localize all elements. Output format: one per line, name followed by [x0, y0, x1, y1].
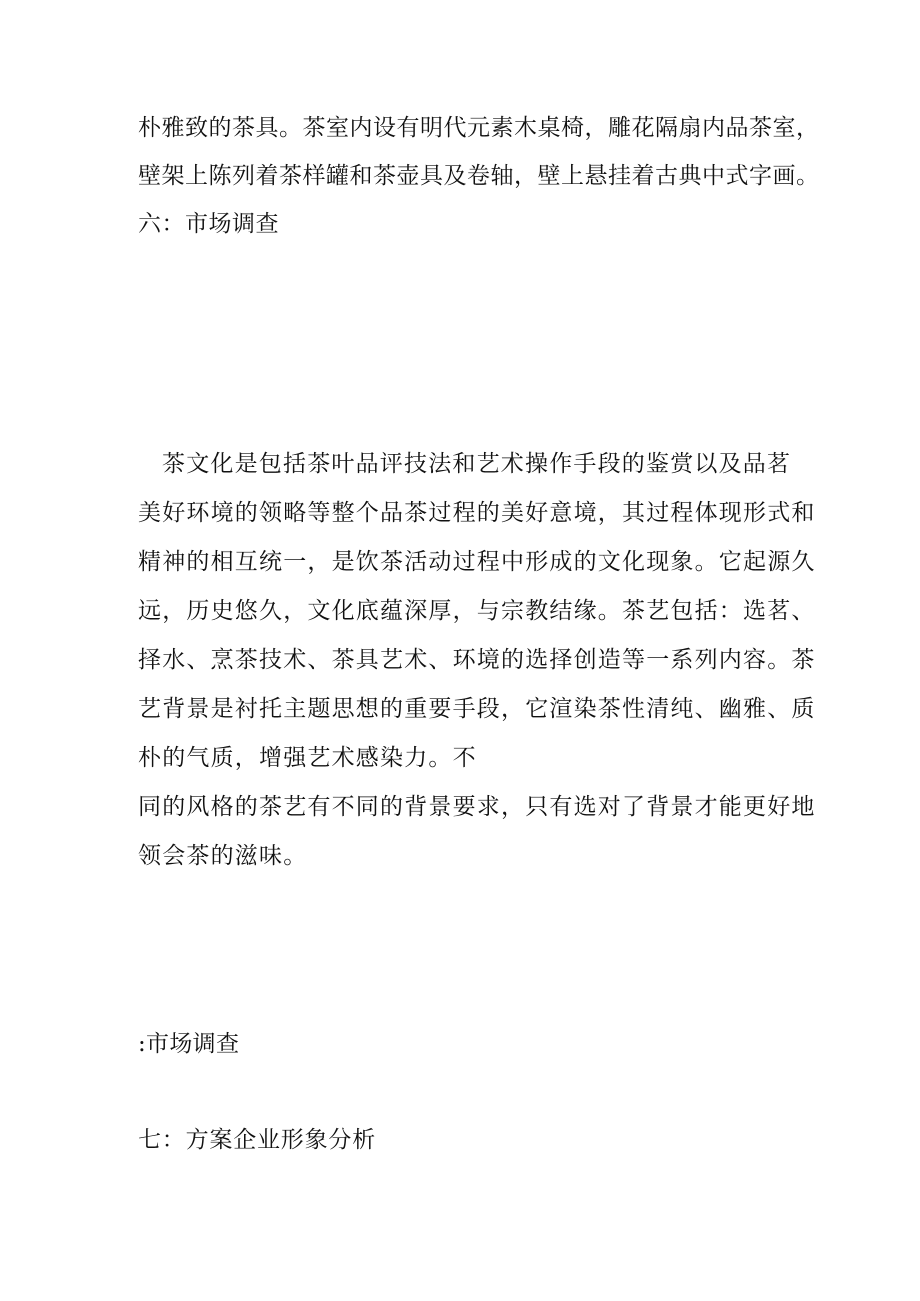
- paragraph-line: 艺背景是衬托主题思想的重要手段，它渲染茶性清纯、幽雅、质: [138, 696, 816, 722]
- sub-heading: :市场调查: [138, 1031, 240, 1057]
- body-text-line: 朴雅致的茶具。茶室内设有明代元素木桌椅，雕花隔扇内品茶室，: [138, 115, 820, 141]
- body-text-line: 壁架上陈列着茶样罐和茶壶具及卷轴，壁上悬挂着古典中式字画。: [138, 163, 820, 189]
- section-heading: 七：方案企业形象分析: [138, 1127, 376, 1153]
- section-heading: 六：市场调查: [138, 211, 279, 237]
- paragraph-line: 朴的气质，增强艺术感染力。不: [138, 745, 477, 771]
- paragraph-line: 同的风格的茶艺有不同的背景要求，只有选对了背景才能更好地: [138, 794, 816, 820]
- paragraph-line: 茶文化是包括茶叶品评技法和艺术操作手段的鉴赏以及品茗: [162, 451, 792, 477]
- paragraph-line: 领会茶的滋味。: [138, 843, 308, 869]
- paragraph-line: 美好环境的领略等整个品茶过程的美好意境，其过程体现形式和: [138, 500, 816, 526]
- paragraph-line: 择水、烹茶技术、茶具艺术、环境的选择创造等一系列内容。茶: [138, 647, 816, 673]
- paragraph-line: 远，历史悠久，文化底蕴深厚，与宗教结缘。茶艺包括：选茗、: [138, 598, 816, 624]
- paragraph-line: 精神的相互统一，是饮茶活动过程中形成的文化现象。它起源久: [138, 549, 816, 575]
